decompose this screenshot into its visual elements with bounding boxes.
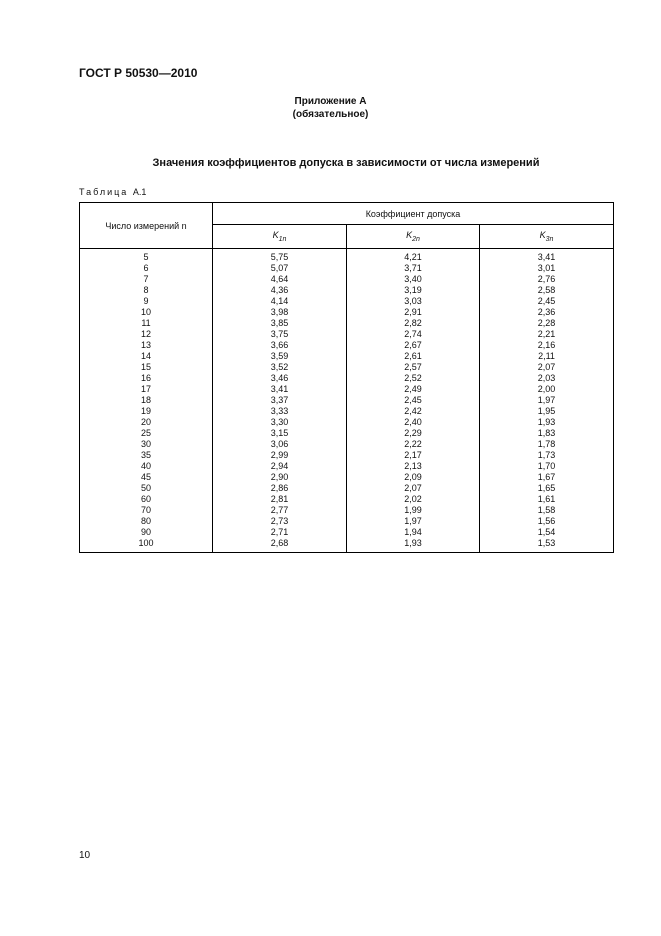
cell-k3: 2,76 [480, 274, 614, 285]
cell-k3: 1,53 [480, 538, 614, 553]
cell-measurement-count: 10 [80, 307, 213, 318]
cell-k1: 4,36 [213, 285, 347, 296]
cell-k3: 1,78 [480, 439, 614, 450]
cell-k1: 3,41 [213, 384, 347, 395]
table-row [80, 538, 614, 553]
cell-k1: 3,98 [213, 307, 347, 318]
cell-measurement-count: 17 [80, 384, 213, 395]
cell-k2: 1,93 [347, 538, 480, 553]
table-row [80, 527, 614, 538]
cell-k1: 2,73 [213, 516, 347, 527]
table-label [79, 187, 146, 197]
cell-measurement-count: 15 [80, 362, 213, 373]
cell-k1: 3,06 [213, 439, 347, 450]
cell-measurement-count: 70 [80, 505, 213, 516]
cell-k1: 3,66 [213, 340, 347, 351]
cell-measurement-count: 45 [80, 472, 213, 483]
cell-k1: 2,86 [213, 483, 347, 494]
cell-measurement-count: 19 [80, 406, 213, 417]
cell-measurement-count: 13 [80, 340, 213, 351]
cell-k1: 3,30 [213, 417, 347, 428]
table-row [80, 249, 614, 264]
table-row [80, 395, 614, 406]
cell-k2: 2,57 [347, 362, 480, 373]
k-symbol: K [272, 230, 279, 241]
header-k1 [213, 225, 347, 249]
cell-k1: 3,33 [213, 406, 347, 417]
cell-k3: 2,03 [480, 373, 614, 384]
cell-measurement-count: 20 [80, 417, 213, 428]
cell-k2: 2,91 [347, 307, 480, 318]
cell-k3: 2,11 [480, 351, 614, 362]
cell-k3: 2,16 [480, 340, 614, 351]
table-row [80, 428, 614, 439]
header-measurement-count-label: Число измерений n [105, 220, 187, 231]
page-number: 10 [79, 850, 91, 861]
cell-k1: 2,94 [213, 461, 347, 472]
cell-k3: 1,67 [480, 472, 614, 483]
table-row [80, 505, 614, 516]
table-row [80, 351, 614, 362]
cell-measurement-count: 11 [80, 318, 213, 329]
cell-k2: 2,40 [347, 417, 480, 428]
cell-k1: 2,77 [213, 505, 347, 516]
cell-k3: 1,70 [480, 461, 614, 472]
cell-measurement-count: 35 [80, 450, 213, 461]
table-row [80, 384, 614, 395]
header-tolerance-coefficient [213, 203, 614, 225]
k-subscript: 3n [545, 235, 554, 243]
cell-k3: 1,95 [480, 406, 614, 417]
cell-k1: 3,52 [213, 362, 347, 373]
cell-k1: 5,07 [213, 263, 347, 274]
cell-k2: 3,71 [347, 263, 480, 274]
cell-measurement-count: 40 [80, 461, 213, 472]
cell-measurement-count: 9 [80, 296, 213, 307]
table-row [80, 406, 614, 417]
table-row [80, 373, 614, 384]
cell-k1: 2,81 [213, 494, 347, 505]
cell-k2: 2,07 [347, 483, 480, 494]
cell-k3: 2,28 [480, 318, 614, 329]
cell-k3: 1,97 [480, 395, 614, 406]
cell-k1: 3,75 [213, 329, 347, 340]
table-row [80, 417, 614, 428]
cell-measurement-count: 80 [80, 516, 213, 527]
cell-measurement-count: 90 [80, 527, 213, 538]
table-row [80, 516, 614, 527]
table-label-number: А.1 [132, 187, 147, 197]
cell-k2: 2,67 [347, 340, 480, 351]
table-row [80, 439, 614, 450]
cell-k2: 1,99 [347, 505, 480, 516]
table-title: Значения коэффициентов допуска в зависимости от числа измерений [152, 157, 540, 169]
k-symbol: K [406, 230, 413, 241]
cell-k3: 1,54 [480, 527, 614, 538]
cell-k2: 3,40 [347, 274, 480, 285]
table-row [80, 263, 614, 274]
cell-k2: 2,22 [347, 439, 480, 450]
cell-k2: 2,74 [347, 329, 480, 340]
cell-k2: 2,52 [347, 373, 480, 384]
cell-k3: 2,00 [480, 384, 614, 395]
cell-k3: 3,01 [480, 263, 614, 274]
table-label-prefix: Таблица [79, 187, 129, 197]
cell-k3: 1,73 [480, 450, 614, 461]
cell-k1: 4,14 [213, 296, 347, 307]
header-k3 [480, 225, 614, 249]
cell-k1: 3,15 [213, 428, 347, 439]
table-row [80, 494, 614, 505]
cell-k1: 2,90 [213, 472, 347, 483]
k-symbol: K [539, 230, 546, 241]
table-row [80, 285, 614, 296]
table-row [80, 296, 614, 307]
cell-k2: 2,29 [347, 428, 480, 439]
appendix-title: Приложение А [294, 96, 367, 107]
cell-measurement-count: 50 [80, 483, 213, 494]
cell-measurement-count: 6 [80, 263, 213, 274]
cell-k2: 1,97 [347, 516, 480, 527]
cell-measurement-count: 12 [80, 329, 213, 340]
cell-k3: 3,41 [480, 249, 614, 264]
cell-measurement-count: 25 [80, 428, 213, 439]
table-row [80, 318, 614, 329]
cell-measurement-count: 7 [80, 274, 213, 285]
cell-k1: 3,37 [213, 395, 347, 406]
table-row [80, 483, 614, 494]
table-row [80, 362, 614, 373]
table-row [80, 461, 614, 472]
table-row [80, 450, 614, 461]
cell-k3: 2,36 [480, 307, 614, 318]
cell-measurement-count: 5 [80, 249, 213, 264]
cell-measurement-count: 8 [80, 285, 213, 296]
cell-k2: 2,09 [347, 472, 480, 483]
cell-k2: 2,82 [347, 318, 480, 329]
cell-k2: 2,61 [347, 351, 480, 362]
cell-k1: 3,85 [213, 318, 347, 329]
cell-k2: 4,21 [347, 249, 480, 264]
cell-k3: 1,83 [480, 428, 614, 439]
cell-measurement-count: 18 [80, 395, 213, 406]
cell-k3: 2,58 [480, 285, 614, 296]
cell-k3: 1,58 [480, 505, 614, 516]
cell-k1: 3,59 [213, 351, 347, 362]
appendix-subtitle: (обязательное) [292, 109, 369, 120]
table-row [80, 340, 614, 351]
k-subscript: 2n [412, 235, 420, 243]
header-k2 [347, 225, 480, 249]
cell-k2: 2,45 [347, 395, 480, 406]
cell-k2: 2,13 [347, 461, 480, 472]
cell-k1: 2,71 [213, 527, 347, 538]
cell-k3: 1,56 [480, 516, 614, 527]
header-tolerance-coefficient-label: Коэффициент допуска [365, 208, 461, 219]
cell-k2: 1,94 [347, 527, 480, 538]
cell-k1: 3,46 [213, 373, 347, 384]
cell-k2: 2,17 [347, 450, 480, 461]
tolerance-coefficient-table [79, 202, 614, 553]
k-subscript: 1n [278, 235, 287, 243]
cell-measurement-count: 14 [80, 351, 213, 362]
table-row [80, 472, 614, 483]
cell-k2: 2,49 [347, 384, 480, 395]
cell-measurement-count: 16 [80, 373, 213, 384]
cell-k1: 4,64 [213, 274, 347, 285]
cell-k3: 1,61 [480, 494, 614, 505]
cell-k3: 2,45 [480, 296, 614, 307]
cell-k1: 5,75 [213, 249, 347, 264]
table-row [80, 329, 614, 340]
cell-k1: 2,68 [213, 538, 347, 553]
cell-k1: 2,99 [213, 450, 347, 461]
cell-k2: 3,03 [347, 296, 480, 307]
cell-k3: 1,65 [480, 483, 614, 494]
cell-k2: 3,19 [347, 285, 480, 296]
cell-k3: 2,07 [480, 362, 614, 373]
table-row [80, 274, 614, 285]
document-code: ГОСТ Р 50530—2010 [79, 66, 198, 80]
cell-k2: 2,42 [347, 406, 480, 417]
cell-measurement-count: 60 [80, 494, 213, 505]
header-measurement-count [80, 203, 213, 249]
table-row [80, 307, 614, 318]
cell-k3: 1,93 [480, 417, 614, 428]
cell-k3: 2,21 [480, 329, 614, 340]
cell-k2: 2,02 [347, 494, 480, 505]
cell-measurement-count: 100 [80, 538, 213, 553]
cell-measurement-count: 30 [80, 439, 213, 450]
